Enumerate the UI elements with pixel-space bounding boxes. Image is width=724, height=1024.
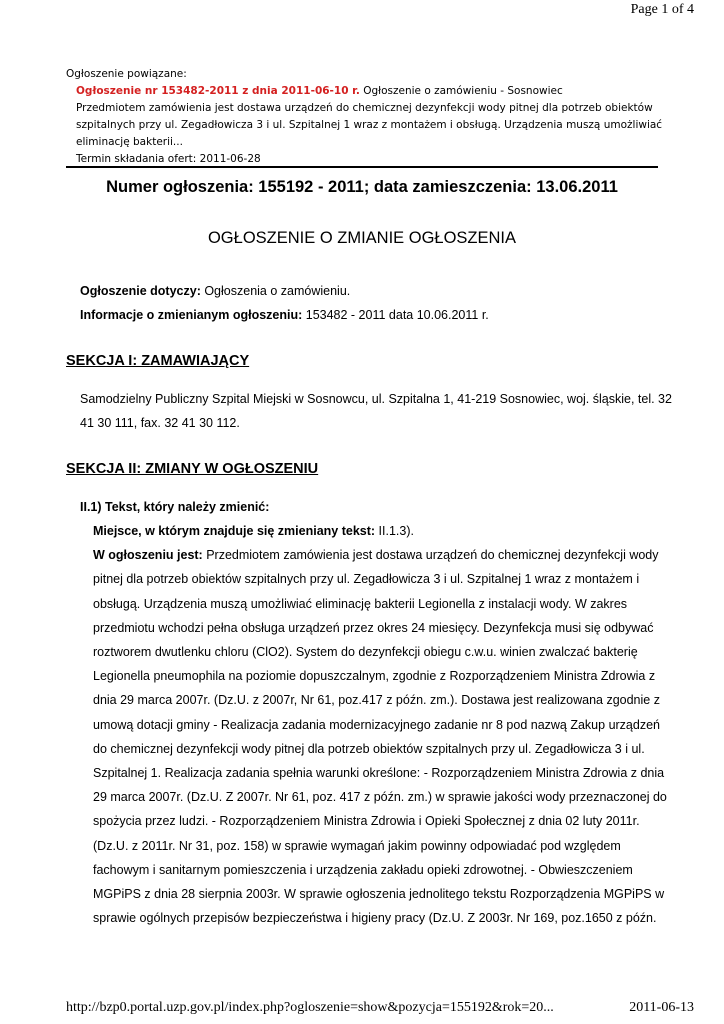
- section2-line: 29 marca 2007r. (Dz.U. Z 2007r. Nr 61, poz. 417 z późn. zm.) w sprawie jakości wody przeznaczonej do: [93, 790, 667, 805]
- footer-date: 2011-06-13: [629, 1000, 694, 1015]
- item-label-line: [80, 500, 269, 514]
- related-line: eliminację bakterii...: [76, 136, 183, 148]
- place-line: [93, 519, 667, 543]
- place-label: Miejsce, w którym znajduje się zmieniany tekst:: [93, 524, 376, 538]
- section2-line: Legionella pneumophila na poziomie dopuszczalnym, zgodnie z Rozporządzeniem Ministra Zdrowia z: [93, 669, 656, 684]
- place-value: II.1.3).: [375, 524, 414, 538]
- concerns-label: Ogłoszenie dotyczy:: [80, 284, 201, 298]
- section1-line: Samodzielny Publiczny Szpital Miejski w Sosnowcu, ul. Szpitalna 1, 41-219 Sosnowiec, woj. śląskie, tel. 32: [80, 392, 672, 406]
- section2-line: Szpitalnej 1. Realizacja zadania spełnia warunki określone: - Rozporządzeniem Ministra Zdrowia z dnia: [93, 766, 665, 781]
- related-link-suffix: Ogłoszenie o zamówieniu - Sosnowiec: [359, 85, 563, 97]
- related-deadline: Termin składania ofert: 2011-06-28: [76, 153, 261, 165]
- section2-line: do chemicznej dezynfekcji wody pitnej dla potrzeb obiektów szpitalnych przy ul. Zegadłowicza 3 i ul.: [93, 741, 645, 756]
- section1-line: 41 30 111, fax. 32 41 30 112.: [80, 416, 240, 431]
- section2-line: fachowym i sanitarnym pomieszczenia i urządzenia zakładu opieki zdrowotnej. - Obwieszczeniem: [93, 862, 633, 877]
- in-notice-line: [93, 543, 667, 567]
- info-value: 153482 - 2011 data 10.06.2011 r.: [302, 308, 489, 322]
- section2-body: [93, 519, 667, 930]
- info-line: [80, 308, 489, 322]
- section2-line: sprawie ogólnych przepisów bezpieczeństwa i higieny pracy (Dz.U. Z 2003r. Nr 169, poz.1650 z późn.: [93, 911, 657, 926]
- related-body: [66, 83, 666, 168]
- horizontal-divider: [66, 166, 658, 168]
- section2-line: spożycia przez ludzi. - Rozporządzeniem Ministra Zdrowia i Opieki Społecznej z dnia 02 luty 2011r.: [93, 814, 640, 829]
- in-notice-first-line: Przedmiotem zamówienia jest dostawa urządzeń do chemicznej dezynfekcji wody: [202, 548, 659, 563]
- related-line: szpitalnych przy ul. Zegadłowicza 3 i ul. Szpitalnej 1 wraz z montażem i obsługą. Urządzenia muszą umożliwiać: [76, 119, 663, 131]
- related-notice-link[interactable]: Ogłoszenie nr 153482-2011 z dnia 2011-06-10 r.: [76, 85, 360, 97]
- related-title: Ogłoszenie powiązane:: [66, 68, 187, 80]
- related-link-line: [76, 83, 666, 100]
- notice-subtitle: OGŁOSZENIE O ZMIANIE OGŁOSZENIA: [207, 229, 517, 247]
- footer-url[interactable]: http://bzp0.portal.uzp.gov.pl/index.php?ogloszenie=show&pozycja=155192&rok=20...: [66, 1000, 554, 1015]
- section1-body: [80, 387, 672, 435]
- section2-line: MGPiPS z dnia 28 sierpnia 2003r. W sprawie ogłoszenia jednolitego tekstu Rozporządzenia MGPiPS w: [93, 887, 665, 902]
- related-notice: [66, 66, 666, 168]
- notice-number-title: Numer ogłoszenia: 155192 - 2011; data zamieszczenia: 13.06.2011: [106, 178, 618, 196]
- page-number: Page 1 of 4: [630, 2, 694, 17]
- item-label: II.1) Tekst, który należy zmienić:: [80, 500, 270, 514]
- info-label: Informacje o zmienianym ogłoszeniu:: [80, 308, 303, 322]
- section2-heading: SEKCJA II: ZMIANY W OGŁOSZENIU: [66, 461, 319, 477]
- section2-line: dnia 29 marca 2007r. (Dz.U. z 2007r, Nr 61, poz.417 z późn. zm.). Dostawa jest realizowana zgodnie z: [93, 693, 660, 708]
- related-line: Przedmiotem zamówienia jest dostawa urządzeń do chemicznej dezynfekcji wody pitnej dla potrzeb obiektów: [76, 102, 653, 114]
- concerns-line: [80, 284, 350, 298]
- section2-line: pitnej dla potrzeb obiektów szpitalnych przy ul. Zegadłowicza 3 i ul. Szpitalnej 1 wraz z montażem i: [93, 572, 640, 587]
- section1-heading: SEKCJA I: ZAMAWIAJĄCY: [66, 353, 250, 369]
- section2-line: umową dotacji gminy - Realizacja zadania modernizacyjnego zadanie nr 8 pod nazwą Zakup urządzeń: [93, 717, 660, 732]
- concerns-value: Ogłoszenia o zamówieniu.: [200, 284, 351, 298]
- in-notice-label: W ogłoszeniu jest:: [93, 548, 203, 563]
- section2-line: przedmiotu wchodzi pełna obsługa urządzeń przez okres 24 miesięcy. Dezynfekcja musi się odbywać: [93, 620, 654, 635]
- section2-line: obsługą. Urządzenia muszą umożliwiać eliminację bakterii Legionella z instalacji wody. W zakres: [93, 596, 628, 611]
- section2-line: roztworem dwutlenku chloru (ClO2). System do dezynfekcji obiegu c.w.u. winien zwalczać bakterię: [93, 645, 638, 660]
- section2-line: (Dz.U. z 2011r. Nr 31, poz. 158) w sprawie wymagań jakim powinny odpowiadać pod względem: [93, 838, 621, 853]
